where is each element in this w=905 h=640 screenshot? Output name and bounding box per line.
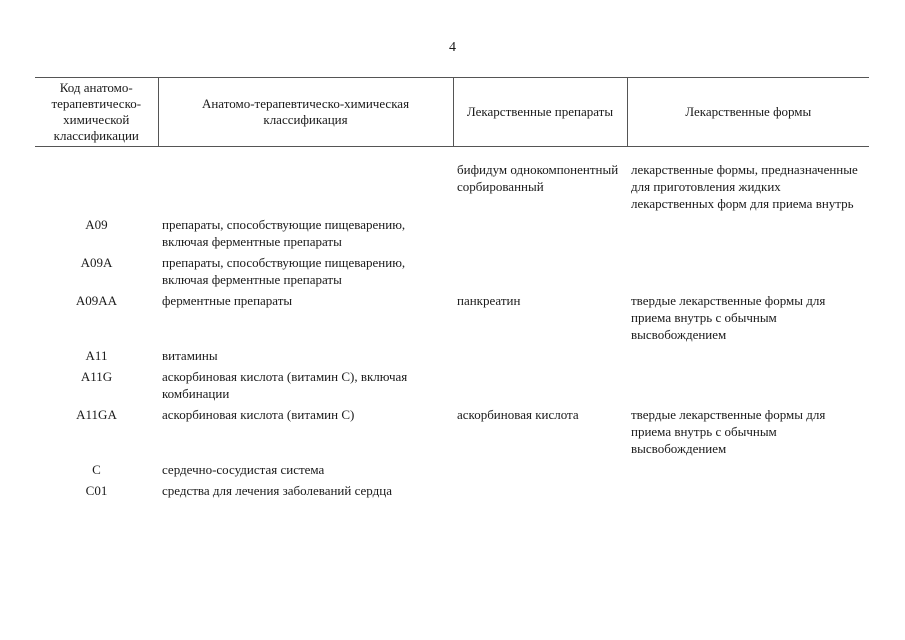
table-row: [35, 461, 869, 482]
cell-code: C: [92, 462, 101, 477]
table-header-row: [35, 78, 869, 147]
cell-code: A09A: [80, 255, 113, 270]
cell-drug: [453, 254, 627, 292]
cell-drug: [453, 216, 627, 254]
cell-form: [627, 216, 869, 254]
cell-form: твердые лекарственные формы для приема внутрь с обычным высвобождением: [631, 407, 826, 456]
table-row: [35, 406, 869, 461]
header-classification: Анатомо-терапевтическо-химическая классификация: [158, 78, 453, 147]
cell-classification: сердечно-сосудистая система: [162, 462, 325, 477]
cell-drug: [453, 482, 627, 503]
cell-form: твердые лекарственные формы для приема внутрь с обычным высвобождением: [631, 293, 826, 342]
cell-drug: панкреатин: [457, 293, 521, 308]
cell-drug: [453, 347, 627, 368]
cell-form: лекарственные формы, предназначенные для приготовления жидких лекарственных форм для приема внутрь: [631, 162, 858, 211]
page-number: 4: [449, 40, 456, 55]
cell-classification: [158, 147, 453, 217]
cell-form: [627, 347, 869, 368]
table-row: [35, 347, 869, 368]
cell-form: [627, 254, 869, 292]
cell-code: A11GA: [76, 407, 117, 422]
table-row: [35, 147, 869, 217]
cell-drug: [453, 461, 627, 482]
cell-classification: средства для лечения заболеваний сердца: [162, 483, 392, 498]
cell-classification: препараты, способствующие пищеварению, включая ферментные препараты: [162, 255, 406, 287]
cell-form: [627, 482, 869, 503]
cell-code: A11: [85, 348, 108, 363]
cell-classification: витамины: [162, 348, 218, 363]
cell-classification: аскорбиновая кислота (витамин C), включая комбинации: [162, 369, 408, 401]
cell-classification: препараты, способствующие пищеварению, включая ферментные препараты: [162, 217, 406, 249]
cell-drug: бифидум однокомпонентный сорбированный: [457, 162, 619, 194]
cell-code: C01: [85, 483, 108, 498]
header-code: Код анатомо-терапевтическо-химической классификации: [51, 80, 142, 143]
cell-code: [35, 147, 158, 217]
cell-code: A09: [85, 217, 108, 232]
cell-drug: аскорбиновая кислота: [457, 407, 579, 422]
cell-classification: аскорбиновая кислота (витамин C): [162, 407, 355, 422]
cell-form: [627, 461, 869, 482]
header-drugs: Лекарственные препараты: [453, 78, 627, 147]
atc-table: [35, 77, 869, 503]
cell-drug: [453, 368, 627, 406]
table-row: [35, 482, 869, 503]
cell-form: [627, 368, 869, 406]
cell-code: A09AA: [75, 293, 118, 308]
cell-code: A11G: [80, 369, 113, 384]
table-row: [35, 292, 869, 347]
table-row: [35, 216, 869, 254]
header-forms: Лекарственные формы: [627, 78, 869, 147]
table-row: [35, 254, 869, 292]
cell-classification: ферментные препараты: [162, 293, 293, 308]
table-row: [35, 368, 869, 406]
